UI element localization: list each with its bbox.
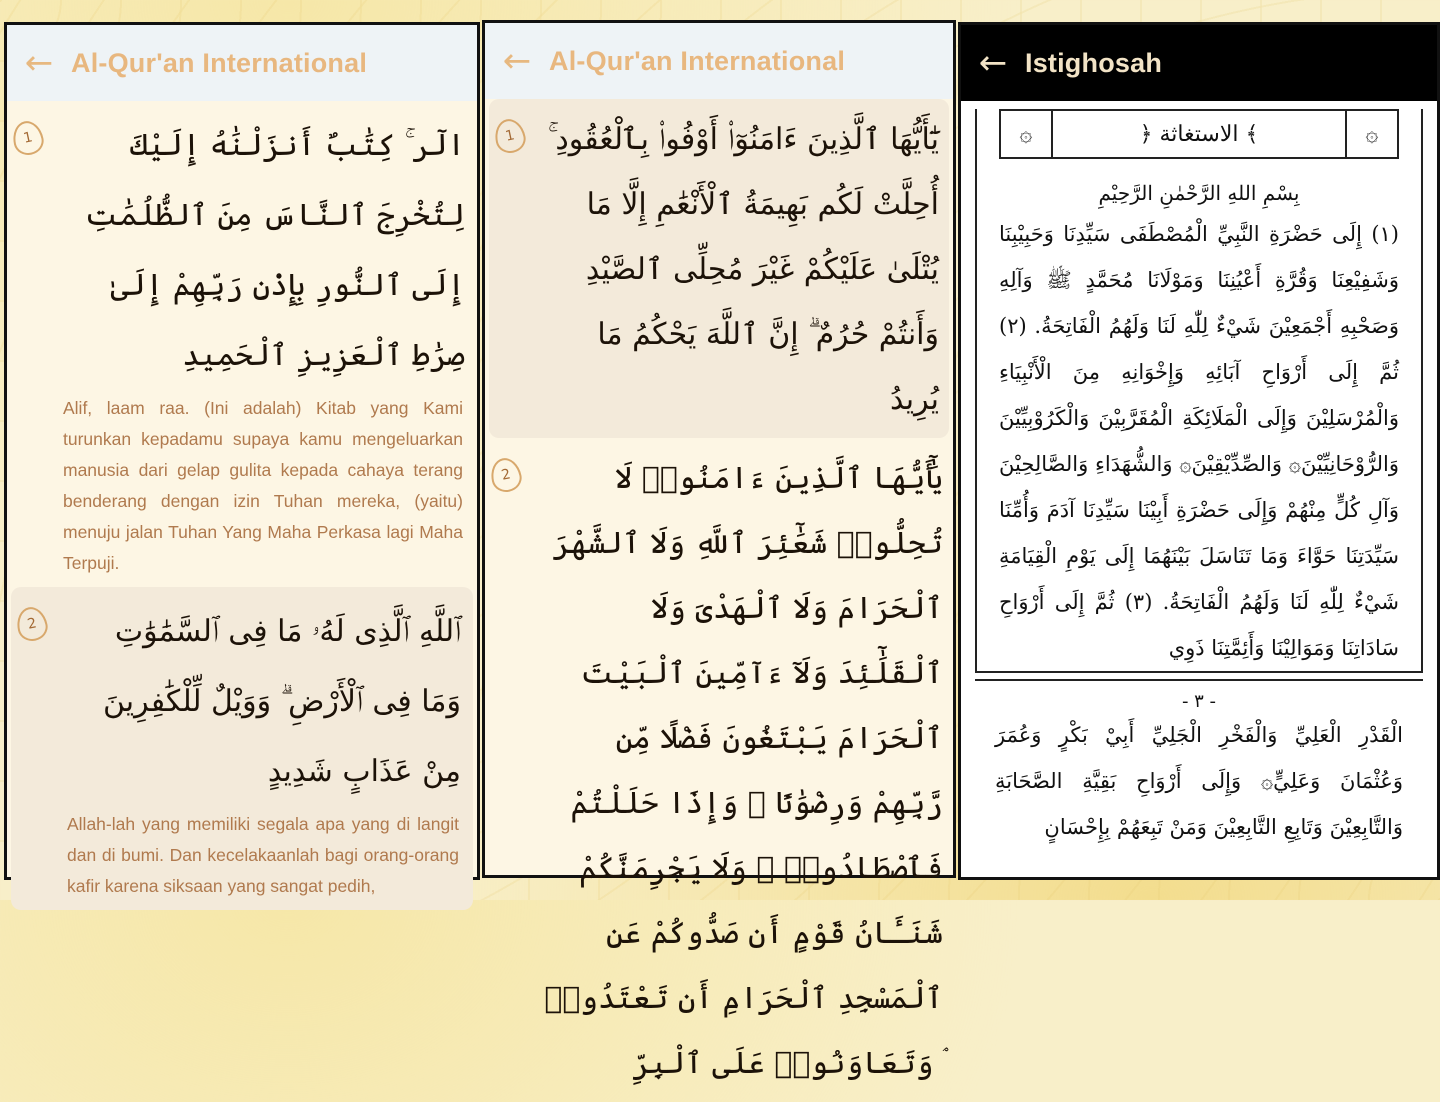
book-page-view[interactable] (975, 101, 1423, 877)
book-page (975, 109, 1423, 673)
app-title: Al-Qur'an International (549, 45, 846, 76)
app-bar (7, 25, 477, 101)
ayah-item[interactable] (11, 587, 473, 910)
app-title: Al-Qur'an International (71, 47, 368, 78)
ayah-arabic: الٓر ۚ كِتَٰبٌ أَنزَلْنَٰهُ إِلَيْكَ لِتُخْرِجَ ٱلنَّاسَ مِنَ ٱلظُّلُمَٰتِ إِلَى ٱلنُّورِ بِإِذْنِ رَبِّهِمْ إِلَىٰ صِرَٰطِ ٱلْعَزِيزِ ٱلْحَمِيدِ (84, 128, 465, 373)
ayah-item[interactable] (485, 438, 953, 1102)
ayah-number-icon: 1 (492, 116, 528, 155)
back-arrow-icon[interactable]: ← (978, 43, 1008, 83)
page-header-title: ﴿ الاستغاثة ﴾ (1139, 121, 1259, 147)
ayah-item[interactable] (7, 101, 477, 587)
ornament-icon: ۞ (1345, 111, 1397, 157)
bismillah: بِسْمِ اللهِ الرَّحْمٰنِ الرَّحِيْمِ (1098, 181, 1300, 205)
page-divider (975, 679, 1423, 681)
ayah-translation: Alif, laam raa. (Ini adalah) Kitab yang Kami turunkan kepadamu supaya kamu mengeluarkan manusia dari gelap gulita kepada cahaya terang benderang dengan izin Tuhan mereka, (yaitu) menuju jalan Tuhan Yang Maha Perkasa lagi Maha Terpuji. (63, 398, 463, 573)
app-bar (485, 23, 953, 99)
ayah-translation: Allah-lah yang memiliki segala apa yang di langit dan di bumi. Dan kecelakaanlah bagi orang-orang kafir karena siksaan yang sangat pedih, (67, 814, 459, 896)
ayah-number-icon: 2 (488, 455, 524, 494)
istighosah-screen (958, 22, 1440, 880)
back-arrow-icon[interactable]: ← (24, 43, 54, 83)
ayah-arabic: ٱللَّهِ ٱلَّذِى لَهُۥ مَا فِى ٱلسَّمَٰوَٰتِ وَمَا فِى ٱلْأَرْضِ ۗ وَوَيْلٌ لِّلْكَٰفِرِينَ مِنْ عَذَابٍ شَدِيدٍ (102, 614, 461, 789)
back-arrow-icon[interactable]: ← (502, 41, 532, 81)
app-bar (961, 25, 1437, 101)
page-header-frame (999, 109, 1399, 159)
page-number: - ٣ - (1181, 691, 1217, 712)
istighosah-text-next: الْقَدْرِ الْعَلِيِّ وَالْفَخْرِ الْجَلِيِّ أَبِيْ بَكْرٍ وَعُمَرَ وَعُثْمَانَ وَعَلِيٍّ۞ وَإِلَى أَرْوَاحِ بَقِيَّةِ الصَّحَابَةِ وَالتَّابِعِيْنَ وَتَابِعِ التَّابِعِيْنَ وَمَنْ تَبِعَهُمْ بِإِحْسَانٍ (995, 723, 1403, 839)
quran-screen-ibrahim (4, 22, 480, 896)
quran-screen-maidah (482, 20, 956, 1081)
ayah-number-icon: 2 (14, 604, 50, 643)
ayah-number-icon: 1 (10, 118, 46, 157)
ayah-arabic: يَٰٓأَيُّهَا ٱلَّذِينَ ءَامَنُوا۟ لَا تُحِلُّوا۟ شَعَٰٓئِرَ ٱللَّهِ وَلَا ٱلشَّهْرَ ٱلْحَرَامَ وَلَا ٱلْهَدْىَ وَلَا ٱلْقَلَٰٓئِدَ وَلَآ ءَآمِّينَ ٱلْبَيْتَ ٱلْحَرَامَ يَبْتَغُونَ فَضْلًا مِّن رَّبِّهِمْ وَرِضْوَٰنًا ۚ وَإِذَا حَلَلْتُمْ فَٱصْطَادُوا۟ ۚ وَلَا يَجْرِمَنَّكُمْ شَنَـَٔانُ قَوْمٍ أَن صَدُّوكُمْ عَنِ ٱلْمَسْجِدِ ٱلْحَرَامِ أَن تَعْتَدُوا۟ ۘ وَتَعَاوَنُوا۟ عَلَى ٱلْبِرِّ (544, 461, 943, 1081)
ayah-arabic: يَٰٓأَيُّهَا ٱلَّذِينَ ءَامَنُوٓا۟ أَوْفُوا۟ بِٱلْعُقُودِ ۚ أُحِلَّتْ لَكُم بَهِيمَةُ ٱلْأَنْعَٰمِ إِلَّا مَا يُتْلَىٰ عَلَيْكُمْ غَيْرَ مُحِلِّى ٱلصَّيْدِ وَأَنتُمْ حُرُمٌ ۗ إِنَّ ٱللَّهَ يَحْكُمُ مَا يُرِيدُ (547, 122, 939, 417)
ayah-item[interactable] (489, 99, 949, 438)
istighosah-text: (١) إِلَى حَضْرَةِ النَّبِيِّ الْمُصْطَفَى سَيِّدِنَا وَحَبِيْبِنَا وَشَفِيْعِنَا وَقُرَّةِ أَعْيُنِنَا وَمَوْلَانَا مُحَمَّدٍ ﷺ وَآلِهِ وَصَحْبِهِ أَجْمَعِيْنَ شَيْءٌ لِلّٰهِ لَنَا وَلَهُمُ الْفَاتِحَةُ. (٢) ثُمَّ إِلَى أَرْوَاحِ آبَائِهِ وَإِخْوَانِهِ مِنَ الْأَنْبِيَاءِ وَالْمُرْسَلِيْنَ وَإِلَى الْمَلَائِكَةِ الْمُقَرَّبِيْنَ وَالْكَرُوْبِيِّيْنَ وَالرُّوْحَانِيِّيْنَ۞ وَالصِّدِّيْقِيْنَ۞ وَالشُّهَدَاءِ وَالصَّالِحِيْنَ وَآلِ كُلٍّ مِنْهُمْ وَإِلَى حَضْرَةِ أَبِيْنَا سَيِّدِنَا آدَمَ وَأُمِّنَا سَيِّدَتِنَا حَوَّاءَ وَمَا تَنَاسَلَ بَيْنَهُمَا إِلَى يَوْمِ الْقِيَامَةِ شَيْءٌ لِلّٰهِ لَنَا وَلَهُمُ الْفَاتِحَةُ. (٣) ثُمَّ إِلَى أَرْوَاحِ سَادَاتِنَا وَمَوَالِيْنَا وَأَئِمَّتِنَا ذَوِي (999, 222, 1399, 660)
app-title: Istighosah (1025, 47, 1163, 78)
ornament-icon: ۞ (1001, 111, 1053, 157)
